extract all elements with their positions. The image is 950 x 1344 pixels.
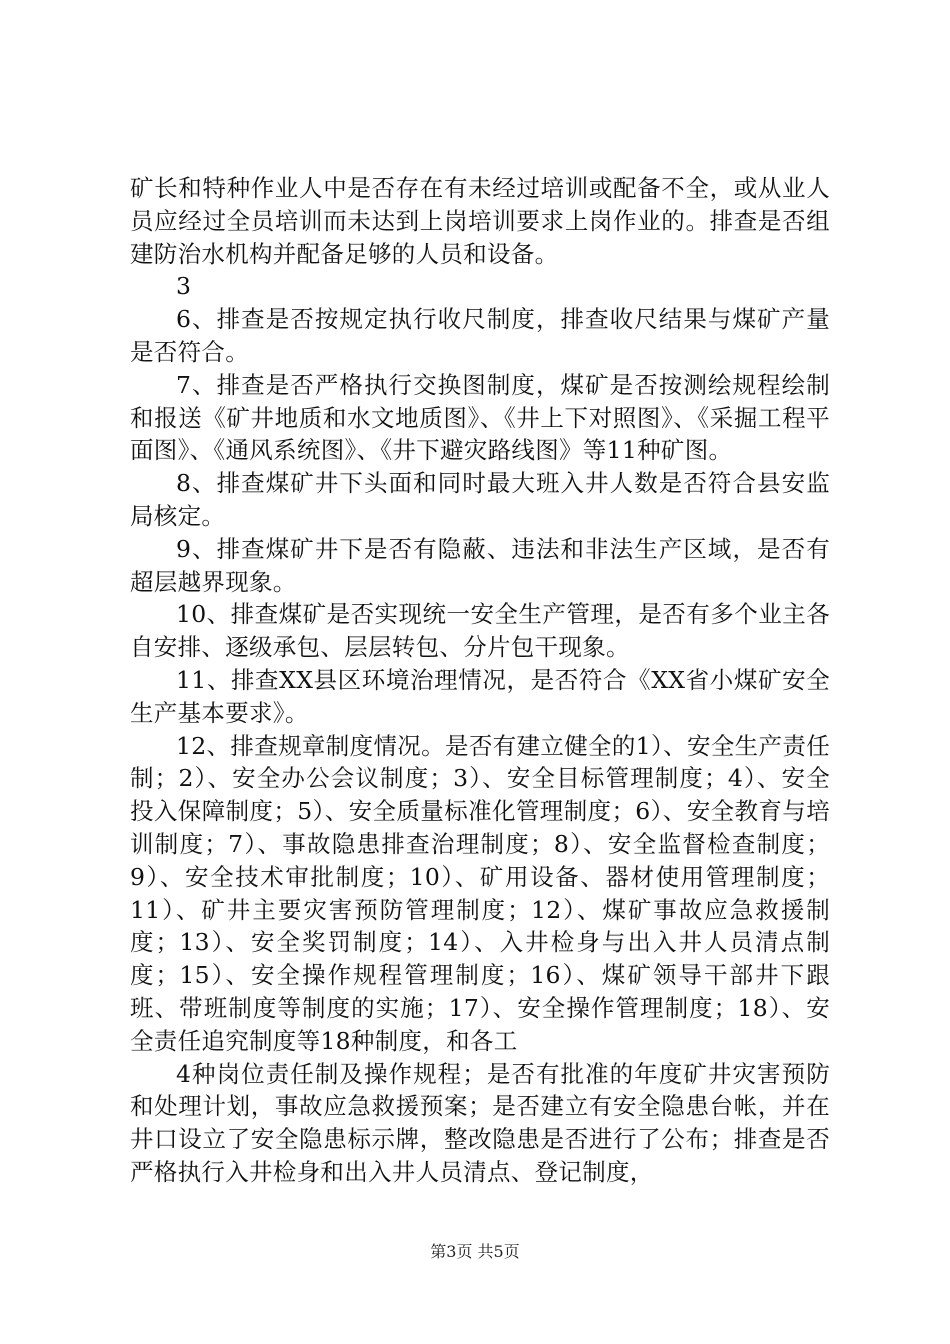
paragraph-item-12: 12、排查规章制度情况。是否有建立健全的1）、安全生产责任制；2）、安全办公会议制度；3）、安全目标管理制度；4）、安全投入保障制度；5）、安全质量标准化管理制度；6）、安全教育与培训制度；7）、事故隐患排查治理制度；8）、安全监督检查制度；9）、安全技术审批制度；10）、矿用设备、器材使用管理制度；11）、矿井主要灾害预防管理制度；12）、煤矿事故应急救援制度；13）、安全奖罚制度；14）、入井检身与出入井人员清点制度；15）、安全操作规程管理制度；16）、煤矿领导干部井下跟班、带班制度等制度的实施；17）、安全操作管理制度；18）、安全责任追究制度等18种制度，和各工 [130,731,830,1055]
paragraph-item-8: 8、排查煤矿井下头面和同时最大班入井人数是否符合县安监局核定。 [130,469,830,530]
paragraph-continuation: 矿长和特种作业人中是否存在有未经过培训或配备不全，或从业人员应经过全员培训而未达到上岗培训要求上岗作业的。排查是否组建防治水机构并配备足够的人员和设备。 [130,174,830,268]
paragraph-item-6: 6、排查是否按规定执行收尺制度，排查收尺结果与煤矿产量是否符合。 [130,305,830,366]
page-footer: 第3页 共5页 [430,1242,520,1261]
page-marker-number: 3 [176,272,192,301]
paragraph-item-7: 7、排查是否严格执行交换图制度，煤矿是否按测绘规程绘制和报送《矿井地质和水文地质图》、《井上下对照图》、《采掘工程平面图》、《通风系统图》、《井下避灾路线图》等11种矿图。 [130,370,830,465]
paragraph-item-9: 9、排查煤矿井下是否有隐蔽、违法和非法生产区域，是否有超层越界现象。 [130,534,830,596]
document-body [130,172,830,1189]
paragraph-item-11: 11、排查XX县区环境治理情况，是否符合《XX省小煤矿安全生产基本要求》。 [130,665,830,727]
paragraph-continuation-4: 4种岗位责任制及操作规程；是否有批准的年度矿井灾害预防和处理计划，事故应急救援预案；是否建立有安全隐患台帐，并在井口设立了安全隐患标示牌，整改隐患是否进行了公布；排查是否严格执行入井检身和出入井人员清点、登记制度， [130,1059,830,1186]
paragraph-item-10: 10、排查煤矿是否实现统一安全生产管理，是否有多个业主各自安排、逐级承包、层层转包、分片包干现象。 [130,600,830,662]
